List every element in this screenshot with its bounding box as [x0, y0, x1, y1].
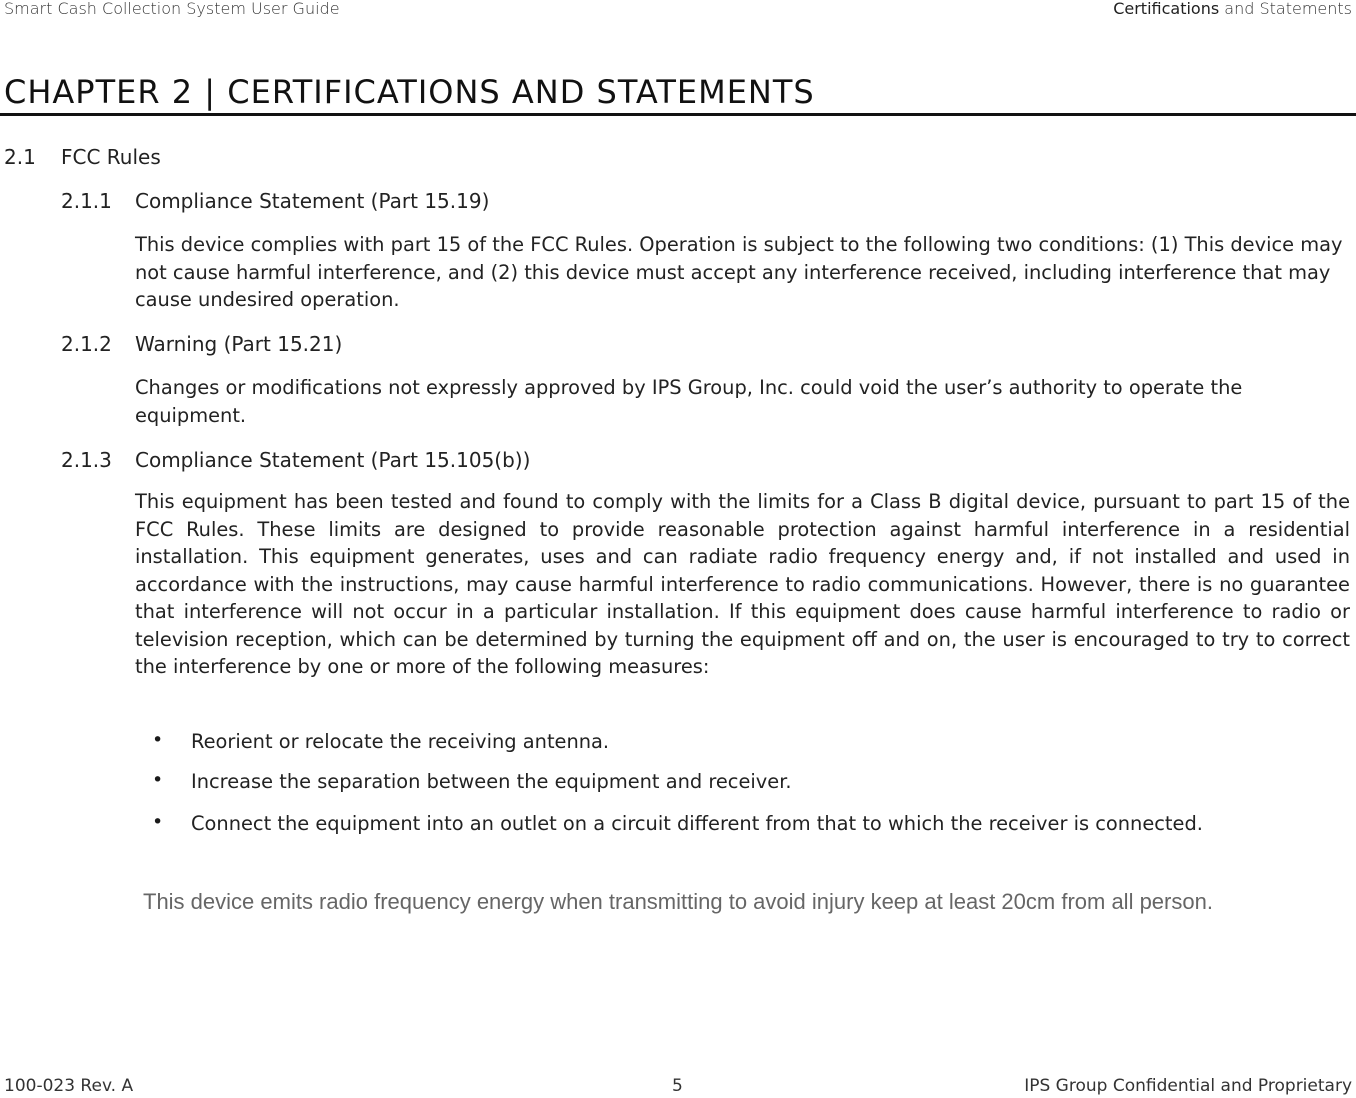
- running-header-section-rest: and Statements: [1219, 0, 1352, 18]
- subsection-number: 2.1.2: [61, 332, 112, 356]
- section-title: FCC Rules: [61, 145, 161, 169]
- subsection-title: Compliance Statement (Part 15.105(b)): [135, 448, 531, 472]
- chapter-title: CHAPTER 2 | CERTIFICATIONS AND STATEMENTS: [4, 73, 815, 111]
- list-item: Connect the equipment into an outlet on a circuit different from that to which the receiver is connected.: [191, 812, 1203, 835]
- footer-doc-number: 100-023 Rev. A: [4, 1076, 134, 1096]
- running-header-section: [1113, 0, 1352, 18]
- subsection-number: 2.1.1: [61, 189, 112, 213]
- rf-exposure-notice: This device emits radio frequency energy when transmitting to avoid injury keep at least 20cm from all person.: [143, 889, 1213, 914]
- footer-page-number: 5: [672, 1076, 683, 1096]
- subsection-paragraph: This device complies with part 15 of the FCC Rules. Operation is subject to the following two conditions: (1) This device may not cause harmful interference, and (2) this device must accept any interference received, including interference that may cause undesired operation.: [135, 233, 1343, 311]
- bullet-icon: •: [152, 769, 164, 791]
- list-item: Reorient or relocate the receiving antenna.: [191, 730, 610, 753]
- subsection-title: Compliance Statement (Part 15.19): [135, 189, 490, 213]
- running-header-section-bold: Certifications: [1113, 0, 1220, 18]
- subsection-paragraph: This equipment has been tested and found to comply with the limits for a Class B digital device, pursuant to part 15 of the FCC Rules. These limits are designed to provide reasonable protection against harmful interference in a residential installation. This equipment generates, uses and can radiate radio frequency energy and, if not installed and used in accordance with the instructions, may cause harmful interference to radio communications. However, there is no guarantee that interference will not occur in a particular installation. If this equipment does cause harmful interference to radio or television reception, which can be determined by turning the equipment off and on, the user is encouraged to try to correct the interference by one or more of the following measures:: [135, 490, 1350, 678]
- subsection-paragraph: Changes or modifications not expressly approved by IPS Group, Inc. could void the user’s authority to operate the equipment.: [135, 376, 1243, 427]
- list-item: Increase the separation between the equipment and receiver.: [191, 770, 792, 793]
- footer-confidentiality: IPS Group Confidential and Proprietary: [1024, 1076, 1352, 1096]
- subsection-number: 2.1.3: [61, 448, 112, 472]
- subsection-title: Warning (Part 15.21): [135, 332, 343, 356]
- section-number: 2.1: [4, 145, 36, 169]
- chapter-title-rule: [0, 113, 1356, 116]
- running-header-title: Smart Cash Collection System User Guide: [4, 0, 340, 18]
- bullet-icon: •: [152, 811, 164, 833]
- bullet-icon: •: [152, 729, 164, 751]
